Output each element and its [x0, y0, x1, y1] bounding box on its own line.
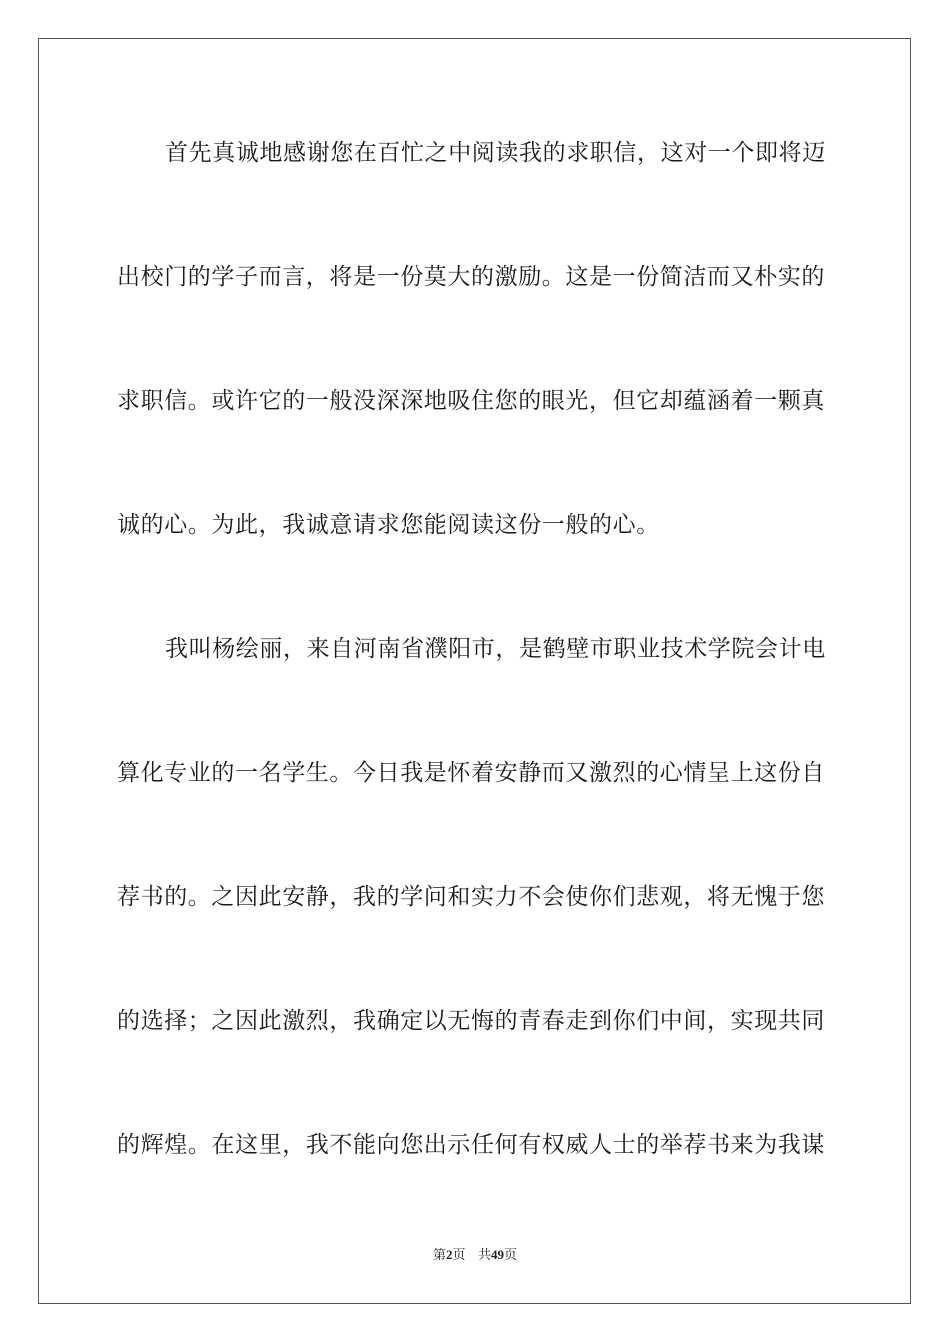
- current-page-number: 2: [446, 1247, 453, 1262]
- text-line: 荐书的。之因此安静，我的学问和实力不会使你们悲观，将无愧于您: [117, 884, 825, 910]
- total-pages-number: 49: [490, 1247, 504, 1262]
- text-line: 的辉煌。在这里，我不能向您出示任何有权威人士的举荐书来为我谋: [117, 1132, 825, 1158]
- page-prefix: 第: [433, 1248, 447, 1263]
- text-line: 我叫杨绘丽，来自河南省濮阳市，是鹤壁市职业技术学院会计电: [165, 636, 826, 662]
- text-line: 首先真诚地感谢您在百忙之中阅读我的求职信，这对一个即将迈: [165, 140, 826, 166]
- page-number-footer: [0, 1246, 950, 1265]
- page-suffix: 页: [452, 1248, 466, 1263]
- total-prefix: 共: [477, 1248, 491, 1263]
- text-line: 求职信。或许它的一般没深深地吸住您的眼光，但它却蕴涵着一颗真: [117, 388, 825, 414]
- total-suffix: 页: [503, 1248, 517, 1263]
- text-line: 算化专业的一名学生。今日我是怀着安静而又激烈的心情呈上这份自: [117, 760, 825, 786]
- text-line: 诚的心。为此，我诚意请求您能阅读这份一般的心。: [117, 512, 660, 538]
- text-line: 的选择；之因此激烈，我确定以无悔的青春走到你们中间，实现共同: [117, 1008, 825, 1034]
- text-line: 出校门的学子而言，将是一份莫大的激励。这是一份简洁而又朴实的: [117, 264, 825, 290]
- page-border: [38, 38, 911, 1304]
